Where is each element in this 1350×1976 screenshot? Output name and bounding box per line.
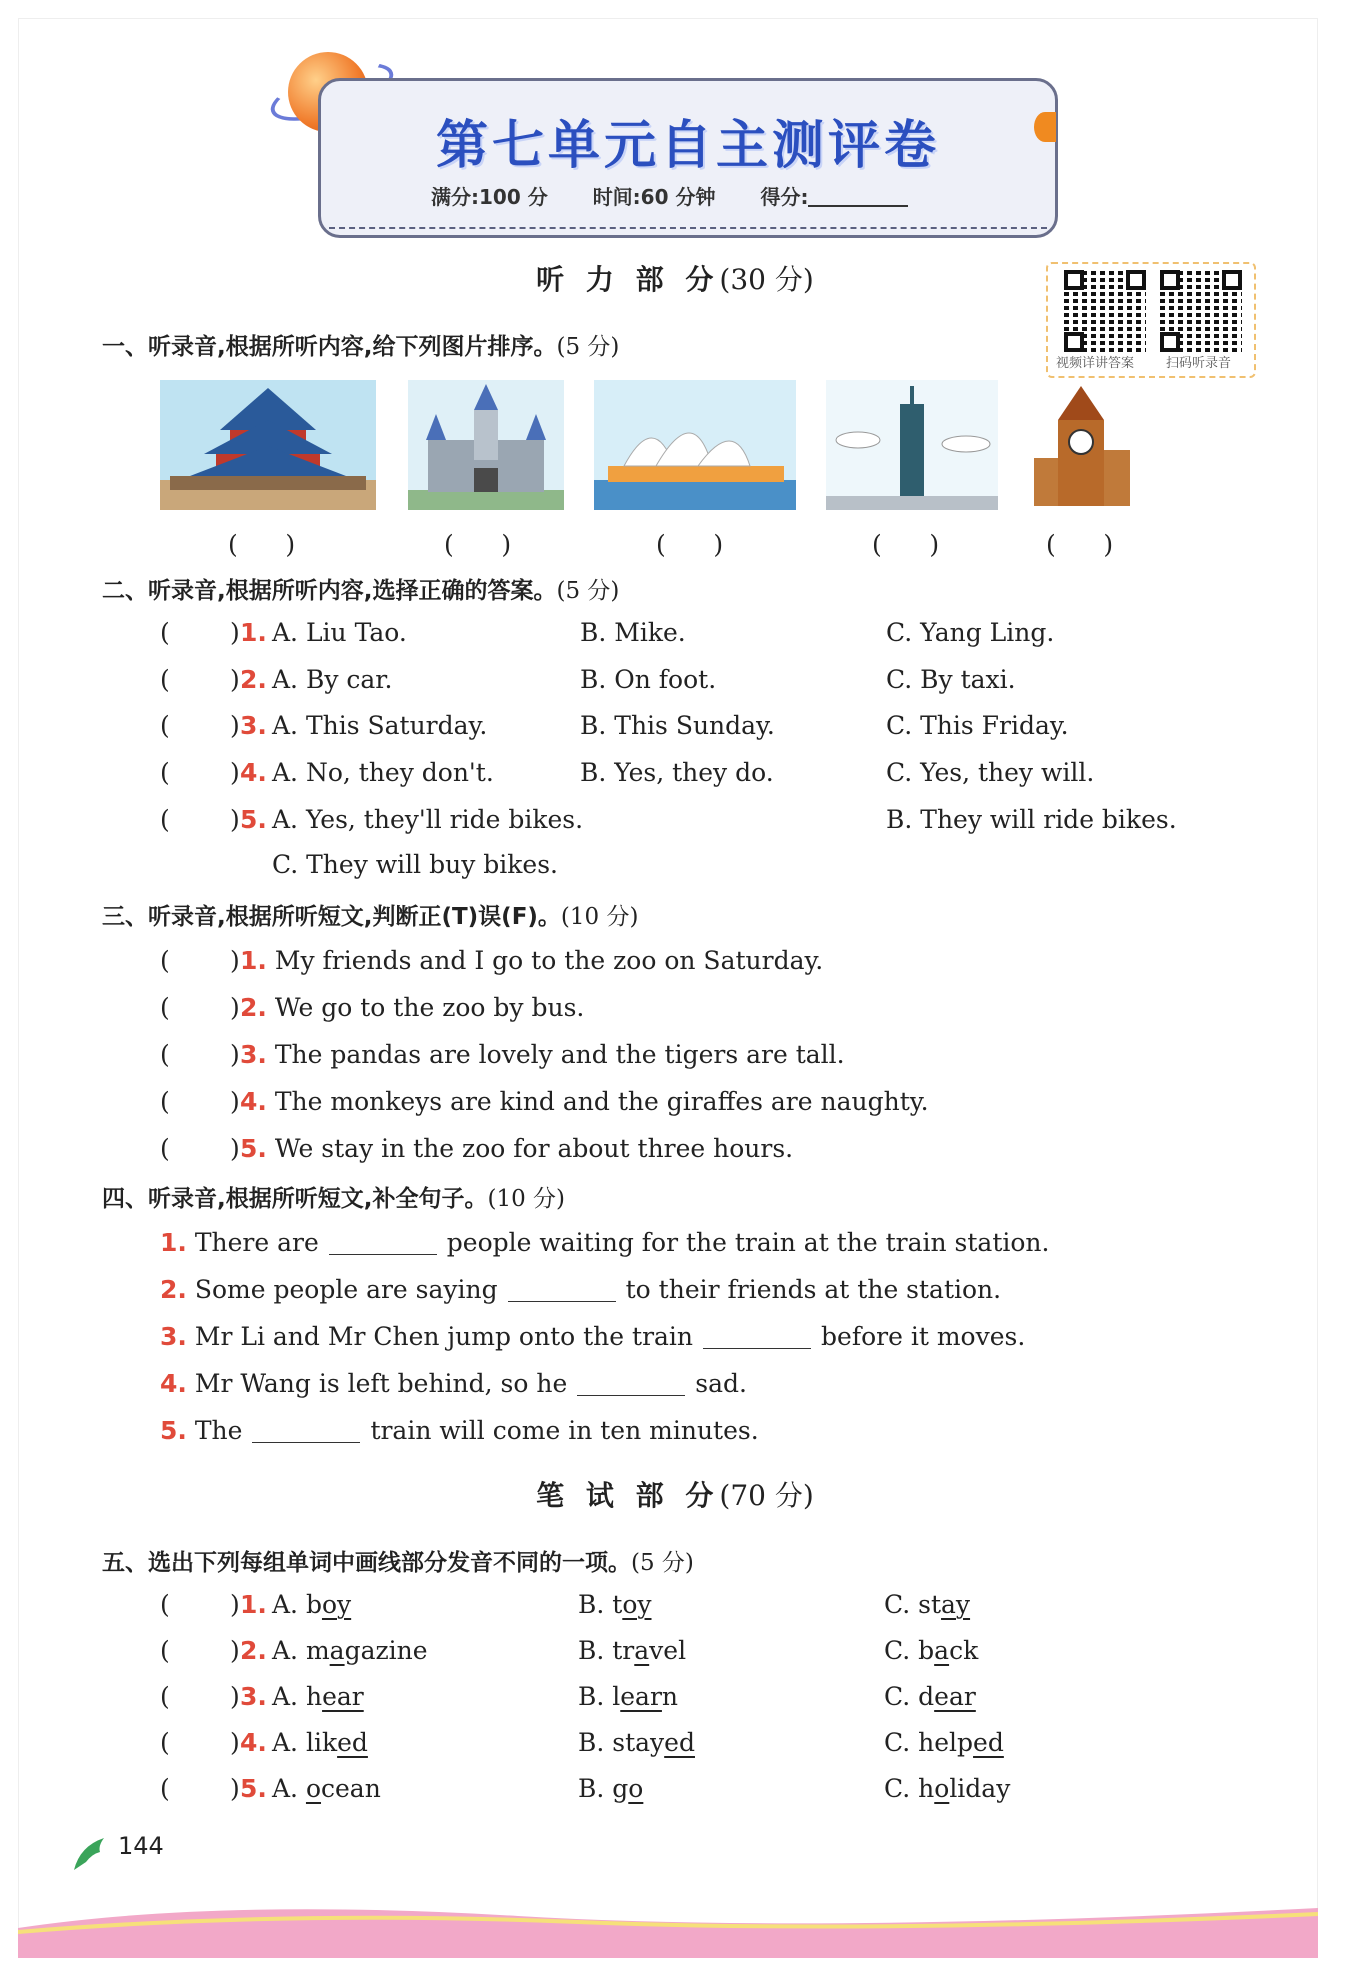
word-part: cean: [321, 1774, 381, 1803]
option-letter: C.: [884, 1728, 919, 1757]
full-score: 满分:100 分: [431, 185, 548, 209]
word-part: tr: [612, 1636, 635, 1665]
answer-paren[interactable]: (: [160, 1682, 170, 1711]
fill-blank[interactable]: [508, 1301, 616, 1302]
underlined-part: ear: [322, 1682, 364, 1711]
close-paren: ): [230, 1774, 240, 1803]
word-part: lik: [305, 1728, 338, 1757]
option-c[interactable]: C. By taxi.: [886, 665, 1016, 694]
item-number: 3.: [240, 1682, 267, 1711]
underlined-part: a: [634, 1636, 650, 1665]
underlined-part: ear: [934, 1682, 976, 1711]
qr-label-answers: 视频详讲答案: [1056, 356, 1135, 371]
close-paren: ): [230, 805, 240, 834]
q1-heading: 一、听录音,根据所听内容,给下列图片排序。(5 分): [102, 334, 620, 360]
word-part: liday: [949, 1774, 1011, 1803]
q4-heading: 四、听录音,根据所听短文,补全句子。(10 分): [102, 1186, 566, 1212]
picture-2-answer[interactable]: ( ): [444, 530, 512, 559]
dashed-divider: [329, 227, 1047, 229]
word-part: help: [918, 1728, 974, 1757]
q4-item: 2. Some people are saying to their friends at the station.: [160, 1275, 1002, 1304]
option-a[interactable]: A. This Saturday.: [272, 711, 488, 740]
option-letter: A.: [272, 1636, 306, 1665]
fill-blank[interactable]: [703, 1348, 811, 1349]
close-paren: ): [230, 993, 240, 1022]
q3-heading: 三、听录音,根据所听短文,判断正(T)误(F)。(10 分): [102, 904, 639, 930]
word-part: t: [612, 1590, 623, 1619]
close-paren: ): [230, 1087, 240, 1116]
option-letter: C.: [884, 1682, 919, 1711]
underlined-part: a: [329, 1636, 345, 1665]
option-c[interactable]: [884, 1590, 970, 1619]
underlined-part: ed: [664, 1728, 695, 1757]
picture-3-answer[interactable]: ( ): [656, 530, 724, 559]
item-number: 4.: [240, 1728, 267, 1757]
option-c[interactable]: C. They will buy bikes.: [272, 850, 558, 879]
option-letter: A.: [272, 1590, 306, 1619]
option-a[interactable]: [272, 1774, 381, 1803]
close-paren: ): [230, 1636, 240, 1665]
qr-code-answers[interactable]: [1064, 270, 1146, 352]
option-letter: B.: [578, 1728, 613, 1757]
word-part: d: [918, 1682, 935, 1711]
page-title: 第七单元自主测评卷: [435, 116, 940, 176]
option-b[interactable]: B. They will ride bikes.: [886, 805, 1177, 834]
underlined-part: o: [934, 1774, 950, 1803]
footer-wave-decoration: [18, 1888, 1318, 1958]
picture-5-answer[interactable]: ( ): [1046, 530, 1114, 559]
word-part: ck: [949, 1636, 979, 1665]
option-a[interactable]: A. Liu Tao.: [272, 618, 407, 647]
close-paren: ): [230, 1134, 240, 1163]
answer-paren[interactable]: (: [160, 946, 170, 975]
option-letter: B.: [578, 1590, 613, 1619]
word-part: stay: [612, 1728, 665, 1757]
option-letter: A.: [272, 1682, 306, 1711]
option-b[interactable]: B. Mike.: [580, 618, 686, 647]
q5-heading: 五、选出下列每组单词中画线部分发音不同的一项。(5 分): [102, 1550, 694, 1576]
option-a[interactable]: [272, 1682, 364, 1711]
answer-paren[interactable]: (: [160, 1636, 170, 1665]
close-paren: ): [230, 1590, 240, 1619]
underlined-part: ed: [973, 1728, 1004, 1757]
option-a[interactable]: [272, 1728, 368, 1757]
word-part: st: [918, 1590, 942, 1619]
answer-paren[interactable]: (: [160, 1040, 170, 1069]
word-part: g: [612, 1774, 629, 1803]
word-part: b: [305, 1590, 322, 1619]
tab-decoration: [1034, 112, 1056, 142]
answer-paren[interactable]: (: [160, 1728, 170, 1757]
listening-section-heading: 听 力 部 分(30 分): [536, 263, 814, 296]
option-letter: B.: [578, 1682, 613, 1711]
fill-blank[interactable]: [329, 1254, 437, 1255]
written-section-heading: 笔 试 部 分(70 分): [536, 1479, 814, 1512]
score-label: 得分:: [760, 185, 809, 209]
answer-paren[interactable]: (: [160, 618, 170, 647]
close-paren: ): [230, 1682, 240, 1711]
q4-item: 4. Mr Wang is left behind, so he sad.: [160, 1369, 747, 1398]
page-number: 144: [118, 1832, 164, 1860]
option-letter: A.: [272, 1774, 306, 1803]
title-box: [318, 78, 1058, 238]
option-b[interactable]: [578, 1774, 643, 1803]
option-letter: A.: [272, 1728, 306, 1757]
item-number: 1.: [240, 1590, 267, 1619]
word-part: m: [305, 1636, 330, 1665]
picture-clock-tower: [1028, 380, 1138, 510]
underlined-part: ed: [337, 1728, 368, 1757]
score-blank[interactable]: [808, 205, 908, 207]
underlined-part: ay: [941, 1590, 971, 1619]
option-b[interactable]: B. On foot.: [580, 665, 717, 694]
close-paren: ): [230, 946, 240, 975]
q2-heading: 二、听录音,根据所听内容,选择正确的答案。(5 分): [102, 578, 620, 604]
fill-blank[interactable]: [577, 1395, 685, 1396]
underlined-part: o: [305, 1774, 322, 1803]
close-paren: ): [230, 1728, 240, 1757]
picture-opera-house: [594, 380, 796, 510]
option-letter: C.: [884, 1774, 919, 1803]
answer-paren[interactable]: (: [160, 758, 170, 787]
q4-item: 3. Mr Li and Mr Chen jump onto the train before it moves.: [160, 1322, 1026, 1351]
underlined-part: oy: [321, 1590, 352, 1619]
word-part: b: [918, 1636, 935, 1665]
underlined-part: o: [628, 1774, 644, 1803]
fill-blank[interactable]: [252, 1442, 360, 1443]
option-b[interactable]: [578, 1636, 686, 1665]
option-letter: B.: [578, 1636, 613, 1665]
option-c[interactable]: C. Yes, they will.: [886, 758, 1095, 787]
item-number: 5.: [240, 1774, 267, 1803]
option-a[interactable]: A. By car.: [272, 665, 393, 694]
exam-info: [431, 181, 946, 210]
option-c[interactable]: [884, 1682, 976, 1711]
q4-item: 1. There are people waiting for the train at the train station.: [160, 1228, 1050, 1257]
option-c[interactable]: C. Yang Ling.: [886, 618, 1055, 647]
option-letter: B.: [578, 1774, 613, 1803]
close-paren: ): [230, 758, 240, 787]
answer-paren[interactable]: (: [160, 1134, 170, 1163]
close-paren: ): [230, 711, 240, 740]
answer-paren[interactable]: (: [160, 805, 170, 834]
qr-label-audio: 扫码听录音: [1166, 356, 1232, 371]
option-letter: C.: [884, 1636, 919, 1665]
picture-4-answer[interactable]: ( ): [872, 530, 940, 559]
word-part: vel: [649, 1636, 687, 1665]
picture-castle: [408, 380, 564, 510]
answer-paren[interactable]: (: [160, 993, 170, 1022]
answer-paren[interactable]: (: [160, 1774, 170, 1803]
word-part: gazine: [344, 1636, 428, 1665]
close-paren: ): [230, 665, 240, 694]
option-c[interactable]: [884, 1774, 1010, 1803]
underlined-part: ear: [620, 1682, 662, 1711]
option-letter: C.: [884, 1590, 919, 1619]
close-paren: ): [230, 1040, 240, 1069]
answer-paren[interactable]: (: [160, 1087, 170, 1116]
option-a[interactable]: A. Yes, they'll ride bikes.: [272, 805, 584, 834]
option-b[interactable]: B. Yes, they do.: [580, 758, 774, 787]
word-part: n: [661, 1682, 679, 1711]
underlined-part: oy: [622, 1590, 652, 1619]
dolphin-icon: [70, 1832, 114, 1876]
option-b[interactable]: [578, 1728, 695, 1757]
picture-1-answer[interactable]: ( ): [228, 530, 296, 559]
option-c[interactable]: C. This Friday.: [886, 711, 1069, 740]
option-b[interactable]: [578, 1590, 652, 1619]
q4-item: 5. The train will come in ten minutes.: [160, 1416, 759, 1445]
option-a[interactable]: A. No, they don't.: [272, 758, 494, 787]
option-a[interactable]: [272, 1590, 351, 1619]
option-a[interactable]: [272, 1636, 428, 1665]
answer-paren[interactable]: (: [160, 711, 170, 740]
option-b[interactable]: [578, 1682, 678, 1711]
underlined-part: a: [934, 1636, 950, 1665]
time-limit: 时间:60 分钟: [592, 185, 716, 209]
qr-code-audio[interactable]: [1160, 270, 1242, 352]
option-b[interactable]: B. This Sunday.: [580, 711, 775, 740]
qr-codes-panel: [1046, 262, 1256, 378]
picture-taipei-101-tower: [826, 380, 998, 510]
answer-paren[interactable]: (: [160, 665, 170, 694]
close-paren: ): [230, 618, 240, 647]
picture-temple-of-heaven: [160, 380, 376, 510]
word-part: h: [305, 1682, 323, 1711]
item-number: 2.: [240, 1636, 267, 1665]
option-c[interactable]: [884, 1636, 978, 1665]
option-c[interactable]: [884, 1728, 1004, 1757]
word-part: l: [612, 1682, 621, 1711]
answer-paren[interactable]: (: [160, 1590, 170, 1619]
word-part: h: [918, 1774, 935, 1803]
